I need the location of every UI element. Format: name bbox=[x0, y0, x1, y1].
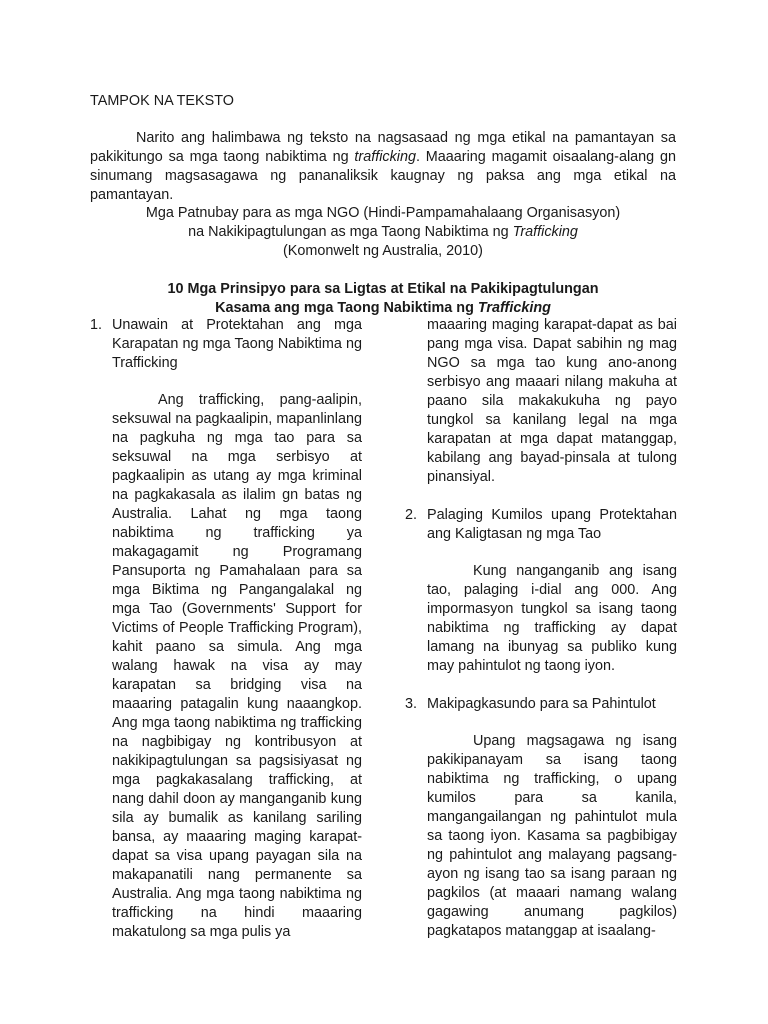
item-3-number: 3. bbox=[405, 696, 418, 712]
item-3-body: Upang magsagawa ng isang pakikipanayam sa isang taong nabiktima ng trafficking, o upang kumilos para sa kanila, mangangailangan ng pahintulot mula sa taong iyon. Kasama sa pagbibigay ng pahintulot ang malayang pagsang-ayon ng isang tao sa isang paraan ng pagkilos (at maaari namang walang gagawing anumang pagkilos) pagkatapos matanggap at isaalang- bbox=[427, 733, 677, 939]
principle-item-1 bbox=[90, 316, 362, 942]
principles-title-line-2-text: Kasama ang mga Taong Nabiktima ng bbox=[215, 300, 478, 316]
item-3-title: Makipagkasundo para sa Pahintulot bbox=[427, 696, 656, 712]
section-heading: TAMPOK NA TEKSTO bbox=[90, 93, 234, 109]
item-1-number: 1. bbox=[90, 317, 103, 333]
subtitle-line-2-italic: Trafficking bbox=[512, 224, 578, 240]
item-2-title: Palaging Kumilos upang Protektahan ang Kaligtasan ng mga Tao bbox=[427, 507, 677, 542]
intro-italic-term: trafficking bbox=[354, 149, 416, 165]
subtitle-line-2-text: na Nakikipagtulungan as mga Taong Nabiktima ng bbox=[188, 224, 513, 240]
principle-item-3 bbox=[405, 695, 677, 941]
item-1-body-continuation: maaaring maging karapat-dapat as bai pang mga visa. Dapat sabihin ng mag NGO sa mga tao kung ano-anong serbisyo ang maaari nilang makuha at paano sila makakukuha ng payo tungkol sa kanilang legal na mga karapatan at mga dapat matanggap, kabilang ang bayad-pinsala at tulong pinansiyal. bbox=[427, 317, 677, 485]
principles-title-line-1: 10 Mga Prinsipyo para sa Ligtas at Etikal na Pakikipagtulungan bbox=[167, 281, 599, 297]
guidelines-subtitle bbox=[90, 204, 676, 261]
principles-title bbox=[90, 280, 676, 318]
item-1-body: Ang trafficking, pang-aalipin, seksuwal na pagkaalipin, mapanlinlang na pagkuha ng mga tao para sa seksuwal na mga serbisyo at pagkaalipin as utang ay mga kriminal na pagkakasala as ilalim gn batas ng Australia. Lahat ng mga taong nabiktima ng trafficking ya makagagamit ng Programang Pansuporta ng Pamahalaan para sa mga Biktima ng Pangangalakal ng mga Tao (Governments' Support for Victims of People Trafficking Program), kahit paano sa simula. Ang mga walang hawak na visa ay may karapatan sa bridging visa na maaaring patagalin kung naaangkop. Ang mga taong nabiktima ng trafficking na nagbibigay ng kontribusyon at nakikipagtulungan sa pagsisiyasat ng mga pagkakasalang trafficking, at nang dahil doon ay manganganib kung sila ay bumalik as kanilang sariling bansa, ay maaaring maging karapat-dapat sa visa upang payagan sila na makapanatili nang permanente sa Australia. Ang mga taong nabiktima ng trafficking na hindi maaaring makatulong sa mga pulis ya bbox=[112, 392, 362, 940]
principle-item-2 bbox=[405, 506, 677, 676]
principles-title-line-2-italic: Trafficking bbox=[477, 300, 551, 316]
left-column bbox=[90, 316, 362, 942]
item-2-body: Kung nanganganib ang isang tao, palaging i-dial ang 000. Ang impormasyon tungkol sa isang taong nabiktima ng trafficking ay dapat lamang na ibunyag sa publiko kung may pahintulot ng taong iyon. bbox=[427, 563, 677, 674]
right-column bbox=[405, 316, 677, 941]
item-1-title: Unawain at Protektahan ang mga Karapatan ng mga Taong Nabiktima ng Trafficking bbox=[112, 317, 362, 371]
subtitle-line-2 bbox=[90, 223, 676, 242]
subtitle-line-1: Mga Patnubay para as mga NGO (Hindi-Pampamahalaang Organisasyon) bbox=[145, 205, 621, 221]
intro-paragraph bbox=[90, 129, 676, 205]
intro-text-part1: Narito ang halimbawa ng teksto na nagsasaad ng mga etikal na pamantayan sa pakikitungo sa mga taong nabiktima ng bbox=[90, 130, 676, 165]
item-2-number: 2. bbox=[405, 507, 418, 523]
subtitle-line-3: (Komonwelt ng Australia, 2010) bbox=[283, 243, 483, 259]
intro-text-part2: . Maaaring magamit oisaalang-alang gn sinumang magsasagawa ng pananaliksik kaugnay ng paksa ang mga etikal na pamantayan. bbox=[90, 149, 676, 203]
